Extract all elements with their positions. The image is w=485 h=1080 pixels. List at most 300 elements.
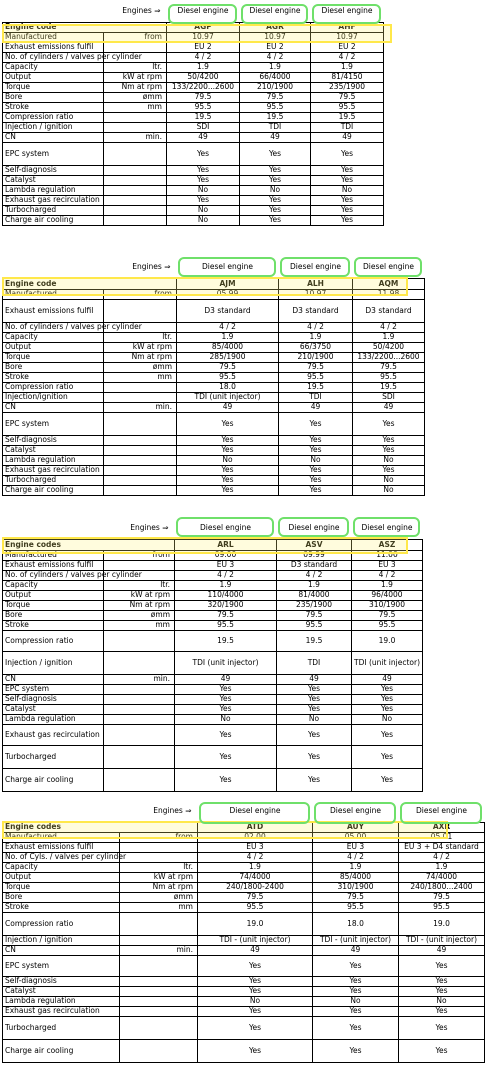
spec-label: Exhaust emissions fulfil [3,842,120,852]
spec-unit: min. [104,402,177,412]
spec-unit [104,694,175,704]
spec-value: 09.00 [175,550,277,560]
spec-row [3,882,485,892]
spec-unit [104,445,177,455]
spec-label: Charge air cooling [3,215,104,225]
spec-value: Yes [353,412,425,435]
spec-value: 79.5 [352,610,423,620]
spec-value: 310/1900 [352,600,423,610]
spec-value: No [198,996,313,1006]
spec-value: 10.97 [167,32,240,42]
spec-row [3,955,485,976]
spec-row [3,122,384,132]
spec-unit: mm [104,102,167,112]
engine-code-row [3,22,384,32]
spec-value: Yes [313,1039,399,1062]
spec-label: Capacity [3,580,104,590]
spec-row [3,852,485,862]
spec-value: 210/1900 [240,82,311,92]
spec-label: Catalyst [3,175,104,185]
spec-value: 95.5 [399,902,485,912]
spec-value: 79.5 [198,892,313,902]
spec-value: Yes [198,1006,313,1016]
spec-value: TDI (unit injector) [175,651,277,674]
spec-value: No [352,714,423,724]
engine-code: ATD [198,822,313,832]
spec-value: TDI [277,651,352,674]
spec-row [3,42,384,52]
engine-code: ASZ [352,539,423,550]
spec-unit [104,684,175,694]
spec-row [3,580,423,590]
spec-value: 50/4200 [353,342,425,352]
spec-value: Yes [177,485,279,495]
engine-code: AGR [240,22,311,32]
spec-value: 1.9 [353,332,425,342]
spec-row [3,142,384,165]
spec-table-block [2,800,484,1064]
spec-unit [104,714,175,724]
spec-unit [104,724,175,745]
spec-label: Torque [3,82,104,92]
spec-value: No [313,996,399,1006]
spec-value: 1.9 [399,862,485,872]
spec-value: 09.99 [277,550,352,560]
spec-value: 79.5 [353,362,425,372]
spec-value: Yes [313,1016,399,1039]
spec-value: 50/4200 [167,72,240,82]
spec-value: 110/4000 [175,590,277,600]
spec-unit [104,205,167,215]
spec-row [3,332,425,342]
spec-row [3,485,425,495]
spec-unit [104,630,175,651]
engines-header-row [3,516,423,539]
spec-value: Yes [352,745,423,768]
spec-unit [104,704,175,714]
engine-code: ALH [279,278,353,289]
spec-label: Bore [3,362,104,372]
spec-row [3,842,485,852]
spec-label: CN [3,402,104,412]
engines-header-row [3,800,485,822]
spec-value: 74/4000 [198,872,313,882]
spec-label: Turbocharged [3,475,104,485]
spec-row [3,92,384,102]
spec-value: 11.98 [353,289,425,299]
engine-type-label: Diesel engine [361,522,413,532]
spec-label: Stroke [3,620,104,630]
spec-value: 4 / 2 [277,570,352,580]
spec-value: Yes [175,768,277,791]
spec-label: Capacity [3,862,120,872]
spec-table [2,0,384,226]
spec-value: D3 standard [177,299,279,322]
spec-label: Injection / ignition [3,651,104,674]
spec-value: Yes [399,976,485,986]
spec-value: TDI [311,122,384,132]
spec-unit [104,435,177,445]
spec-unit [104,185,167,195]
spec-value: 4 / 2 [311,52,384,62]
spec-label: Bore [3,892,120,902]
engine-code-row [3,278,425,289]
spec-label: Turbocharged [3,745,104,768]
spec-unit [120,912,198,935]
spec-value: 79.5 [279,362,353,372]
spec-value: 95.5 [198,902,313,912]
spec-value: 49 [177,402,279,412]
spec-unit [104,475,177,485]
spec-value: 79.5 [240,92,311,102]
spec-value: 85/4000 [177,342,279,352]
spec-value: TDI [279,392,353,402]
spec-unit [104,42,167,52]
spec-value: 95.5 [279,372,353,382]
spec-label: Catalyst [3,445,104,455]
spec-value: 49 [277,674,352,684]
spec-label: Turbocharged [3,1016,120,1039]
spec-row [3,590,423,600]
spec-value: Yes [198,976,313,986]
spec-value: 49 [175,674,277,684]
spec-value: 79.5 [311,92,384,102]
spec-unit: mm [120,902,198,912]
spec-row [3,768,423,791]
spec-value: Yes [311,165,384,175]
engine-type-label: Diesel engine [321,6,373,15]
spec-label: Lambda regulation [3,455,104,465]
spec-label: Compression ratio [3,112,104,122]
spec-value: Yes [311,205,384,215]
engine-type-label: Diesel engine [199,522,252,532]
engine-type-label: Diesel engine [177,6,229,15]
spec-value: 1.9 [277,580,352,590]
spec-value: Yes [240,205,311,215]
spec-label: Catalyst [3,704,104,714]
spec-row [3,1016,485,1039]
spec-unit [120,976,198,986]
spec-label: Catalyst [3,986,120,996]
spec-value: 18.0 [177,382,279,392]
engines-header-row [3,256,425,278]
spec-value: 95.5 [353,372,425,382]
spec-value: No [167,185,240,195]
spec-value: No [175,714,277,724]
spec-value: No [279,455,353,465]
spec-row [3,299,425,322]
spec-value: TDI (unit injector) [352,651,423,674]
spec-unit: from [104,289,177,299]
engine-code-row [3,539,423,550]
spec-label: EPC system [3,684,104,694]
spec-row [3,392,425,402]
spec-label: Self-diagnosis [3,165,104,175]
spec-unit [104,745,175,768]
spec-unit [104,112,167,122]
spec-unit [104,195,167,205]
spec-value: 4 / 2 [352,570,423,580]
spec-value: Yes [279,475,353,485]
spec-unit [120,996,198,1006]
engine-code: AGP [167,22,240,32]
spec-unit [104,485,177,495]
spec-value: Yes [399,1016,485,1039]
engine-code-row [3,822,485,832]
spec-row [3,694,423,704]
spec-value: Yes [279,412,353,435]
spec-unit: Nm at rpm [104,600,175,610]
spec-value: No [353,485,425,495]
spec-label: Self-diagnosis [3,976,120,986]
spec-label: Stroke [3,372,104,382]
spec-row [3,195,384,205]
spec-label: Output [3,342,104,352]
spec-label: Torque [3,352,104,362]
spec-unit: min. [104,132,167,142]
engines-label: Engines ⇒ [132,262,171,271]
spec-value: 10.97 [311,32,384,42]
spec-value: Yes [399,1006,485,1016]
spec-row [3,342,425,352]
spec-label: Torque [3,600,104,610]
spec-label: Lambda regulation [3,714,104,724]
spec-unit: kW at rpm [104,342,177,352]
spec-unit [104,382,177,392]
spec-value: Yes [279,435,353,445]
spec-unit: ømm [104,610,175,620]
spec-value: D3 standard [277,560,352,570]
spec-label: Charge air cooling [3,768,104,791]
spec-value: No [353,455,425,465]
engine-code: AQM [353,278,425,289]
spec-value: No [353,475,425,485]
spec-value: Yes [167,195,240,205]
spec-value: EU 2 [167,42,240,52]
spec-value: Yes [177,445,279,455]
engine-type-label: Diesel engine [415,806,468,815]
spec-row [3,902,485,912]
spec-unit: ltr. [120,862,198,872]
spec-table-block [2,256,424,497]
spec-row [3,986,485,996]
spec-row [3,289,425,299]
spec-row [3,872,485,882]
spec-unit [120,852,198,862]
spec-label: Output [3,72,104,82]
engine-type-label: Diesel engine [201,262,254,271]
spec-label: Injection / ignition [3,122,104,132]
spec-label: Exhaust gas recirculation [3,724,104,745]
spec-value: Yes [198,986,313,996]
spec-row [3,382,425,392]
engines-label: Engines ⇒ [130,522,169,532]
spec-label: Lambda regulation [3,996,120,1006]
spec-value: 49 [198,945,313,955]
spec-row [3,684,423,694]
spec-unit [104,768,175,791]
spec-value: No [167,205,240,215]
spec-label: Injection/ignition [3,392,104,402]
spec-value: No [399,996,485,1006]
spec-value: 133/2200...2600 [353,352,425,362]
spec-label: Manufactured [3,832,120,842]
spec-value: Yes [277,724,352,745]
spec-value: Yes [175,684,277,694]
spec-value: 79.5 [177,362,279,372]
spec-value: Yes [399,955,485,976]
spec-unit: kW at rpm [104,590,175,600]
spec-value: 19.5 [311,112,384,122]
spec-value: No [167,215,240,225]
spec-unit: Nm at rpm [104,82,167,92]
spec-label: Self-diagnosis [3,435,104,445]
spec-label: Manufactured [3,32,104,42]
spec-row [3,175,384,185]
spec-unit [104,165,167,175]
spec-row [3,435,425,445]
spec-value: 95.5 [177,372,279,382]
spec-label: Bore [3,610,104,620]
spec-label: CN [3,674,104,684]
spec-row [3,745,423,768]
spec-value: D3 standard [279,299,353,322]
spec-row [3,52,384,62]
spec-unit [120,1006,198,1016]
engine-code-label: Engine codes [3,539,175,550]
spec-label: Lambda regulation [3,185,104,195]
spec-unit [120,1016,198,1039]
spec-unit [120,842,198,852]
spec-row [3,402,425,412]
spec-value: Yes [240,195,311,205]
spec-value: Yes [198,955,313,976]
spec-value: Yes [353,465,425,475]
spec-value: TDI - (unit injector) [313,935,399,945]
engine-type-label: Diesel engine [288,522,340,532]
spec-value: EU 3 + D4 standard [399,842,485,852]
spec-row [3,132,384,142]
spec-row [3,362,425,372]
engine-code-label: Engine codes [3,822,198,832]
spec-row [3,996,485,1006]
spec-value: 10.97 [279,289,353,299]
spec-value: Yes [175,745,277,768]
engine-type-label: Diesel engine [249,6,301,15]
spec-value: Yes [177,435,279,445]
spec-label: CN [3,132,104,142]
spec-value: 4 / 2 [313,852,399,862]
spec-value: 19.5 [240,112,311,122]
spec-unit: from [104,32,167,42]
spec-row [3,935,485,945]
spec-row [3,322,425,332]
spec-value: 10.97 [240,32,311,42]
spec-unit [104,412,177,435]
spec-value: 95.5 [175,620,277,630]
spec-unit: Nm at rpm [104,352,177,362]
spec-row [3,455,425,465]
spec-row [3,372,425,382]
spec-value: Yes [198,1016,313,1039]
spec-label: Injection / ignition [3,935,120,945]
spec-row [3,862,485,872]
spec-unit [104,560,175,570]
spec-value: Yes [175,704,277,714]
spec-value: EU 3 [313,842,399,852]
spec-table-block [2,516,422,793]
spec-value: 4 / 2 [240,52,311,62]
spec-unit [120,986,198,996]
spec-value: 4 / 2 [177,322,279,332]
spec-value: Yes [352,694,423,704]
spec-label: Exhaust emissions fulfil [3,42,104,52]
spec-unit [104,651,175,674]
spec-label: No. of cylinders / valves per cylinder [3,322,104,332]
spec-unit: ømm [104,362,177,372]
spec-label: No. of Cyls. / valves per cylinder [3,852,120,862]
engines-label: Engines ⇒ [153,806,192,815]
spec-value: Yes [240,215,311,225]
spec-row [3,215,384,225]
spec-value: Yes [277,704,352,714]
spec-value: Yes [279,485,353,495]
spec-value: No [177,455,279,465]
spec-label: Exhaust emissions fulfil [3,299,104,322]
spec-unit [104,465,177,475]
spec-value: 4 / 2 [279,322,353,332]
spec-table [2,516,423,792]
spec-value: Yes [399,1039,485,1062]
spec-unit: from [120,832,198,842]
spec-value: 85/4000 [313,872,399,882]
spec-value: Yes [313,976,399,986]
spec-value: 81/4150 [311,72,384,82]
spec-value: 95.5 [167,102,240,112]
spec-unit: ltr. [104,580,175,590]
spec-unit [104,175,167,185]
spec-row [3,102,384,112]
spec-label: Stroke [3,902,120,912]
spec-unit [120,1039,198,1062]
spec-value: 66/3750 [279,342,353,352]
spec-unit [120,935,198,945]
spec-value: D3 standard [353,299,425,322]
spec-row [3,82,384,92]
engines-label: Engines ⇒ [122,6,161,15]
spec-unit: Nm at rpm [120,882,198,892]
spec-value: 19.5 [277,630,352,651]
spec-unit [104,455,177,465]
spec-row [3,1006,485,1016]
engine-type-label: Diesel engine [229,806,281,815]
spec-label: Exhaust gas recirculation [3,1006,120,1016]
spec-label: Turbocharged [3,205,104,215]
spec-value: 05.99 [177,289,279,299]
spec-value: Yes [353,435,425,445]
spec-unit: kW at rpm [104,72,167,82]
spec-row [3,912,485,935]
spec-unit: mm [104,620,175,630]
spec-row [3,945,485,955]
spec-unit [104,122,167,132]
spec-label: Exhaust emissions fulfil [3,560,104,570]
spec-unit [104,215,167,225]
spec-value: 19.5 [167,112,240,122]
spec-value: Yes [279,445,353,455]
spec-label: Bore [3,92,104,102]
spec-row [3,620,423,630]
